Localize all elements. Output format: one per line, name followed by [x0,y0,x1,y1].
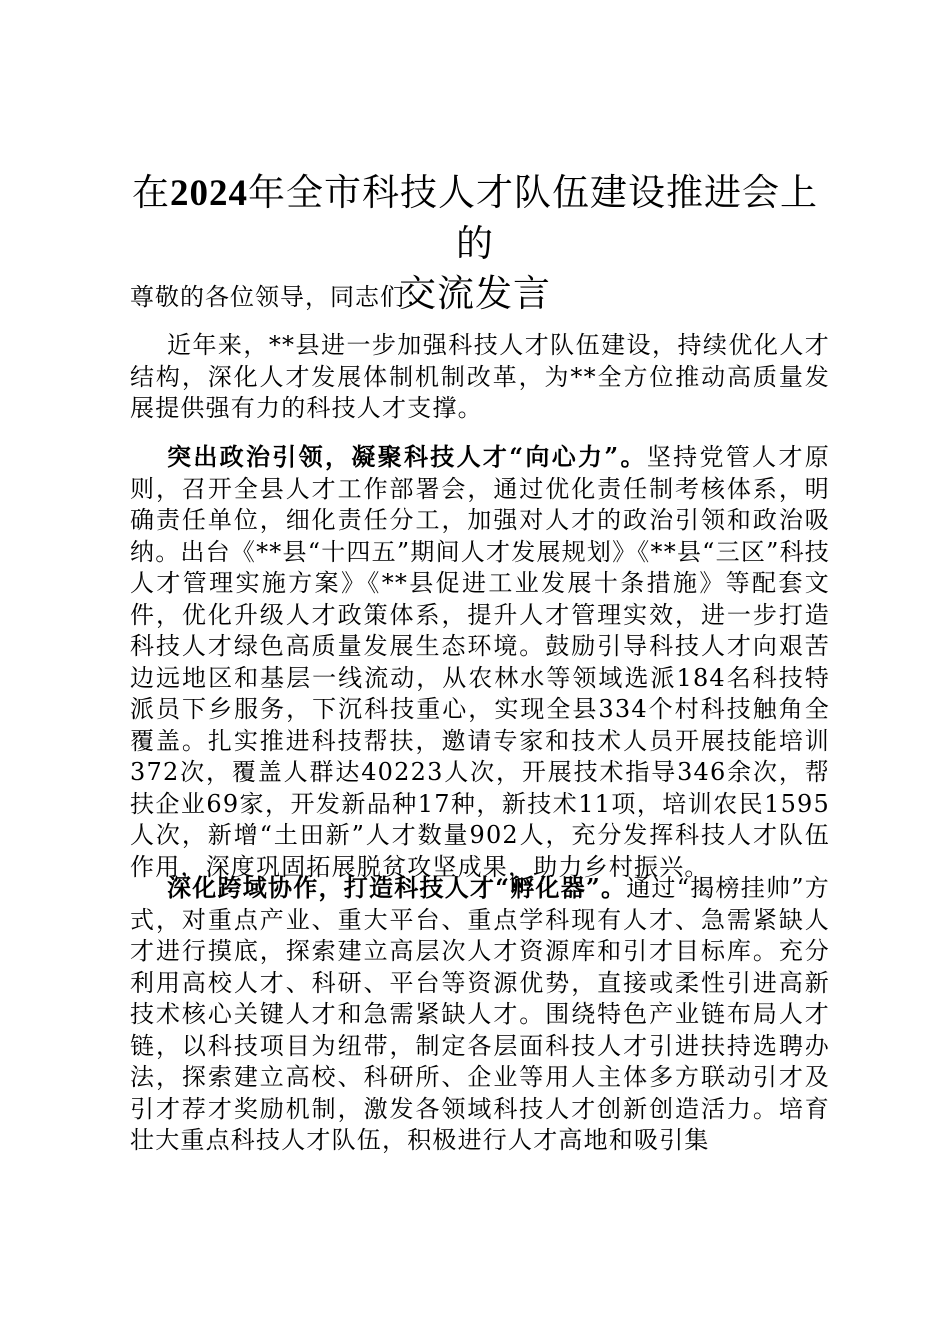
salutation: 尊敬的各位领导，同志们： [130,283,430,311]
section-1-paragraph [130,441,830,883]
section-2-heading: 深化跨域协作，打造科技人才“孵化器”。 [167,873,627,902]
title-year: 2024 [170,173,248,214]
title-line1-suffix: 年全市科技人才队伍建设推进会上的 [248,171,818,265]
title-line2: 交流发言 [399,272,551,315]
section-1-body: 坚持党管人才原则，召开全县人才工作部署会，通过优化责任制考核体系，明确责任单位，细化责任分工，加强对人才的政治引领和政治吸纳。出台《**县“十四五”期间人才发展规划》《**县“三区”科技人才管理实施方案》《**县促进工业发展十条措施》等配套文件，优化升级人才政策体系，提升人才管理实效，进一步打造科技人才绿色高质量发展生态环境。鼓励引导科技人才向艰苦边远地区和基层一线流动，从农林水等领域选派184名科技特派员下乡服务，下沉科技重心，实现全县334个村科技触角全覆盖。扎实推进科技帮扶，邀请专家和技术人员开展技能培训372次，覆盖人群达40223人次，开展技术指导346余次，帮扶企业69家，开发新品种17种，新技术11项，培训农民1595人次，新增“土田新”人才数量902人，充分发挥科技人才队伍作用，深度巩固拓展脱贫攻坚成果，助力乡村振兴。 [130,443,830,881]
title-prefix: 在 [132,171,170,214]
intro-paragraph: 近年来，**县进一步加强科技人才队伍建设，持续优化人才结构，深化人才发展体制机制改革，为**全方位推动高质量发展提供强有力的科技人才支撑。 [130,331,830,422]
section-2-paragraph [130,872,830,1157]
section-2-body: 通过“揭榜挂帅”方式，对重点产业、重大平台、重点学科现有人才、急需紧缺人才进行摸底，探索建立高层次人才资源库和引才目标库。充分利用高校人才、科研、平台等资源优势，直接或柔性引进高新技术核心关键人才和急需紧缺人才。围绕特色产业链布局人才链，以科技项目为纽带，制定各层面科技人才引进扶持选聘办法，探索建立高校、科研所、企业等用人主体多方联动引才及引才荐才奖励机制，激发各领域科技人才创新创造活力。培育壮大重点科技人才队伍，积极进行人才高地和吸引集 [130,874,830,1154]
section-1-heading: 突出政治引领，凝聚科技人才“向心力”。 [167,442,647,471]
